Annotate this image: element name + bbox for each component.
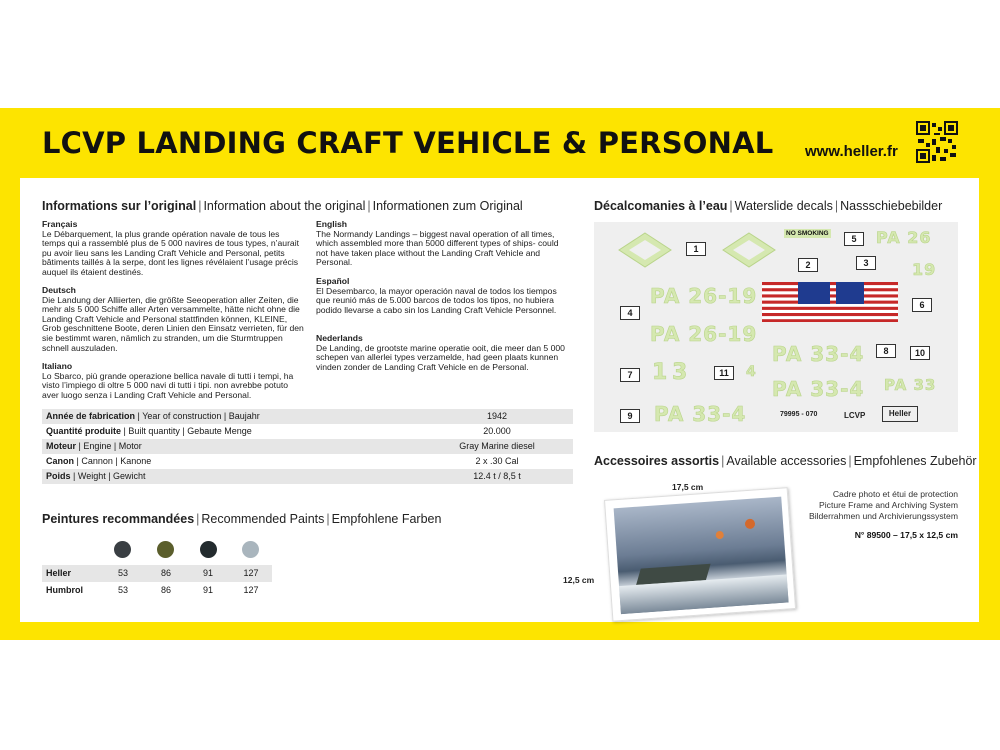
decal-text: PA 26 bbox=[876, 228, 932, 247]
decal-text: PA 33-4 bbox=[772, 342, 865, 366]
decal-number: 2 bbox=[798, 258, 818, 272]
diamond-decal-icon bbox=[722, 232, 776, 268]
spec-row: Moteur | Engine | Motor Gray Marine diesel bbox=[42, 439, 573, 454]
decals-heading: Décalcomanies à l’eau | Waterslide decals | Nassschiebebilder bbox=[594, 199, 943, 213]
decal-number: 5 bbox=[844, 232, 864, 246]
info-heading: Informations sur l’original | Information about the original | Informationen zum Original bbox=[42, 199, 523, 213]
decal-number: 7 bbox=[620, 368, 640, 382]
lang-block-it: Italiano Lo Sbarco, più grande operazione bellica navale di tutti i tempi, ha visto l’impiego di oltre 5 000 navi di tutti i tipi. non avrebbe potuto aver luogo senza i Landing Craft Vehicle and Personal. bbox=[42, 361, 294, 400]
paint-swatch bbox=[200, 541, 217, 558]
no-smoking-decal: NO SMOKING bbox=[786, 230, 829, 237]
decal-text: PA 26-19 bbox=[650, 284, 758, 308]
website-link[interactable]: www.heller.fr bbox=[805, 143, 898, 160]
bottom-margin bbox=[0, 640, 1000, 750]
decal-number: 8 bbox=[876, 344, 896, 358]
decal-text: PA 33 bbox=[884, 376, 937, 394]
us-flag-icon bbox=[762, 282, 898, 322]
spec-row: Poids | Weight | Gewicht 12.4 t / 8,5 t bbox=[42, 469, 573, 484]
decal-number: 3 bbox=[856, 256, 876, 270]
paint-row-humbrol: Humbrol 53 86 91 127 bbox=[46, 585, 259, 595]
diamond-decal-icon bbox=[618, 232, 672, 268]
spec-row: Canon | Cannon | Kanone 2 x .30 Cal bbox=[46, 456, 519, 466]
spec-row: Quantité produite | Built quantity | Gebaute Menge 20.000 bbox=[46, 426, 511, 436]
decal-number: 10 bbox=[910, 346, 930, 360]
paint-swatch bbox=[114, 541, 131, 558]
decal-number: 4 bbox=[620, 306, 640, 320]
accessory-line: Bilderrahmen und Archivierungssystem bbox=[808, 511, 958, 521]
decal-text: 3 bbox=[672, 360, 689, 385]
decal-sheet bbox=[594, 222, 958, 432]
decal-label: 79995 - 070 bbox=[780, 411, 818, 418]
decal-text: PA 26-19 bbox=[650, 322, 758, 346]
decal-text: 1 bbox=[652, 360, 669, 385]
paint-swatch bbox=[157, 541, 174, 558]
lang-block-fr: Français Le Débarquement, la plus grande opération navale de tous les temps qui a rassemblé plus de 5 000 navires de tous types, n’aurait pu avoir lieu sans les Landing Craft Vehicle and Personal, petits bâtiments taillés à la serpe, dont les lignes révélaient l’usage précis auquel ils étaient destinés. bbox=[42, 219, 300, 277]
landing-craft-photo bbox=[614, 497, 789, 614]
accessories-heading: Accessoires assortis | Available accessories | Empfohlenes Zubehör bbox=[594, 454, 977, 468]
decal-text: PA 33-4 bbox=[654, 402, 747, 426]
decal-number: 6 bbox=[912, 298, 932, 312]
decal-number: 9 bbox=[620, 409, 640, 423]
lang-block-de: Deutsch Die Landung der Alliierten, die größte Seeoperation aller Zeiten, die mehr als 5 000 Schiffe aller Arten versammelte, hätte nicht ohne die Landing Craft Vehicle and Personal stattfinden können, KLEINE, Grob geschnittene Boote, deren Linien den Einsatz verrieten, für den sie bestimmt waren, nämlich zu stranden, um die Sturmtruppen schnell auszuladen. bbox=[42, 285, 304, 353]
decal-label: LCVP bbox=[844, 411, 866, 420]
photo-frame bbox=[604, 487, 796, 622]
height-dimension: 12,5 cm bbox=[563, 575, 595, 585]
decal-text: 4 bbox=[746, 364, 757, 380]
lang-block-en: English The Normandy Landings – biggest naval operation of all times, which assembled more than 5000 different types of ships- could not have taken place without the Landing Craft Vehicle and Personal. bbox=[316, 219, 559, 268]
decal-text: PA 33-4 bbox=[772, 377, 865, 401]
top-margin bbox=[0, 0, 1000, 108]
accessory-reference: N° 89500 – 17,5 x 12,5 cm bbox=[854, 530, 958, 540]
page-title: LCVP LANDING CRAFT VEHICLE & PERSONAL bbox=[42, 126, 774, 160]
paint-swatch bbox=[242, 541, 259, 558]
decal-number: 11 bbox=[714, 366, 734, 380]
paints-heading: Peintures recommandées | Recommended Paints | Empfohlene Farben bbox=[42, 512, 442, 526]
heller-decal-logo: Heller bbox=[882, 406, 918, 422]
lang-block-nl: Nederlands De Landing, de grootste marine operatie ooit, die meer dan 5 000 schepen van allerlei types verzamelde, had geen plaats kunnen vinden zonder de Landing Craft Vehicle en de Personal. bbox=[316, 333, 565, 372]
qr-code-icon[interactable] bbox=[916, 121, 958, 163]
accessory-line: Picture Frame and Archiving System bbox=[819, 500, 958, 510]
paint-row-heller: Heller 53 86 91 127 bbox=[42, 565, 272, 582]
accessory-line: Cadre photo et étui de protection bbox=[832, 489, 958, 499]
decal-text: 19 bbox=[912, 260, 937, 279]
lang-block-es: Español El Desembarco, la mayor operación naval de todos los tiempos que reunió más de 5.000 barcos de todos los tipos, no hubiera podido llevarse a cabo sin los Landing Craft Vehicle Personnel. bbox=[316, 276, 557, 315]
decal-number: 1 bbox=[686, 242, 706, 256]
spec-row: Année de fabrication | Year of construction | Baujahr 1942 bbox=[42, 409, 573, 424]
width-dimension: 17,5 cm bbox=[672, 482, 704, 492]
